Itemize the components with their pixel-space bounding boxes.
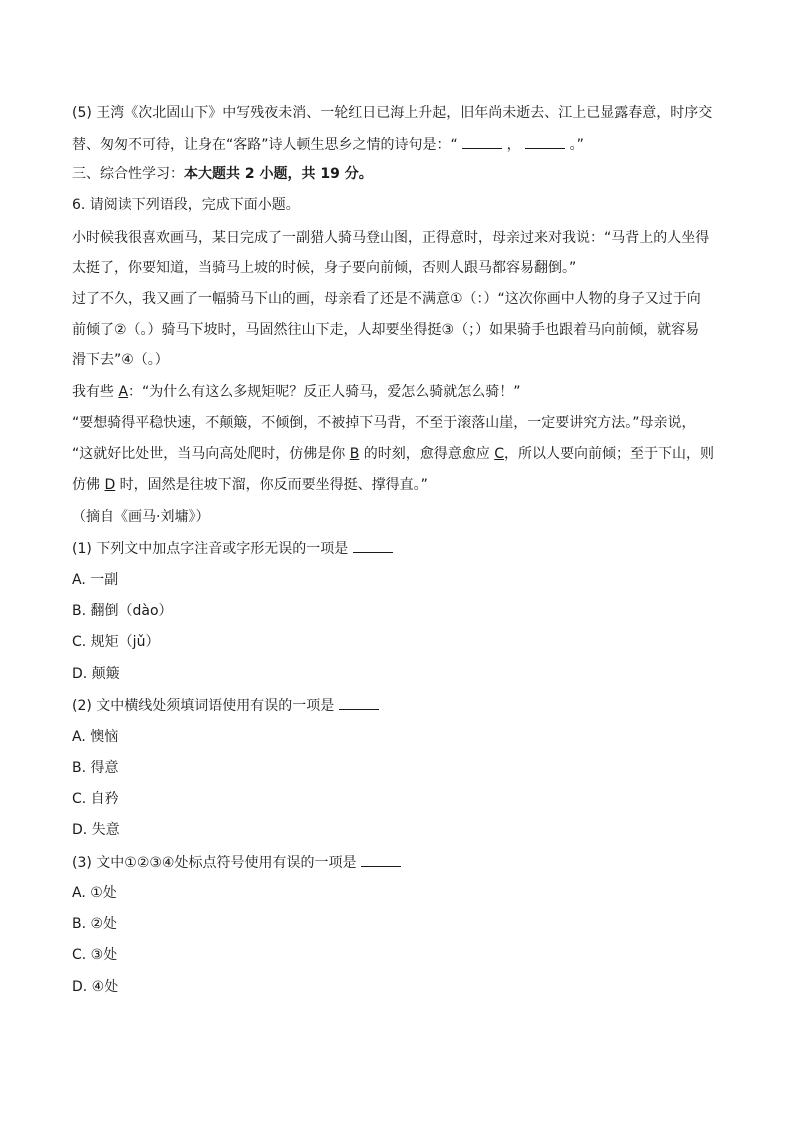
q6-source: （摘自《画马·刘墉》） [72, 509, 210, 525]
q6-para3-pre: 我有些 [72, 384, 119, 400]
sub1-answer-blank [353, 538, 393, 553]
q5-line1: (5) 王湾《次北固山下》中写残夜未消、一轮红日已海上升起，旧年尚未逝去、江上已显露春意，时序交 [72, 105, 713, 121]
q6-para1-line1: 小时候我很喜欢画马，某日完成了一副猎人骑马登山图，正得意时，母亲过来对我说：“马背上的人坐得 [72, 230, 710, 246]
sub1-question-text: (1) 下列文中加点字注音或字形无误的一项是 [72, 541, 353, 557]
q5-line2-text: 替、匆匆不可待，让身在“客路”诗人顿生思乡之情的诗句是：“ [72, 137, 463, 153]
section3-title: 三、综合性学习： [72, 166, 184, 182]
sub1-option-c: C. 规矩（jǔ） [72, 634, 160, 650]
answer-blank-2 [525, 134, 565, 149]
q6-para4-line3-post: 时，固然是往坡下溜，你反而要坐得挺、撑得直。” [115, 477, 428, 493]
q6-para2-line1: 过了不久，我又画了一幅骑马下山的画，母亲看了还是不满意①（：）“这次你画中人物的身子又过于向 [72, 291, 701, 307]
blank-label-b: B [349, 446, 360, 462]
sub3-option-a: A. ①处 [72, 885, 117, 901]
q6-para4-line3-pre: 仿佛 [72, 477, 105, 493]
sub3-option-c: C. ③处 [72, 947, 118, 963]
q6-para2-line3: 滑下去”④（。） [72, 352, 169, 368]
sub2-question-text: (2) 文中横线处须填词语使用有误的一项是 [72, 698, 339, 714]
q6-para2-line2: 前倾了②（。）骑马下坡时，马固然往山下走，人却要坐得挺③（；）如果骑手也跟着马向前倾，就容易 [72, 322, 700, 338]
q6-para4-line2-post: ，所以人要向前倾；至于下山，则 [504, 446, 714, 462]
sub2-question [72, 695, 379, 716]
q6-para3 [72, 382, 521, 402]
q5-line2-sep: ， [502, 137, 526, 153]
blank-label-d: D [104, 477, 116, 493]
sub3-option-d: D. ④处 [72, 979, 119, 995]
q6-prompt: 6. 请阅读下列语段，完成下面小题。 [72, 197, 300, 213]
q6-para4-line2-mid: 的时刻，愈得意愈应 [359, 446, 495, 462]
q6-para4-line3 [72, 475, 428, 495]
sub2-option-b: B. 得意 [72, 760, 119, 776]
sub3-question [72, 852, 401, 873]
section3-heading [72, 164, 373, 184]
sub3-option-b: B. ②处 [72, 916, 118, 932]
q6-para4-line1: “要想骑得平稳快速，不颠簸，不倾倒，不被掉下马背，不至于滚落山崖，一定要讲究方法。”母亲说， [72, 415, 696, 431]
q6-para3-post: ：“为什么有这么多规矩呢？反正人骑马，爱怎么骑就怎么骑！” [128, 384, 521, 400]
sub1-option-a: A. 一副 [72, 572, 119, 588]
sub2-answer-blank [339, 695, 379, 710]
sub3-question-text: (3) 文中①②③④处标点符号使用有误的一项是 [72, 855, 361, 871]
sub2-option-d: D. 失意 [72, 822, 120, 838]
q5-line2 [72, 134, 584, 155]
section3-score: 本大题共 2 小题，共 19 分。 [184, 166, 373, 182]
q6-para4-line2-pre: “这就好比处世，当马向高处爬时，仿佛是你 [72, 446, 350, 462]
q5-line2-end: 。” [565, 137, 584, 153]
sub1-option-d: D. 颠簸 [72, 666, 120, 682]
answer-blank-1 [462, 134, 502, 149]
sub2-option-c: C. 自矜 [72, 791, 119, 807]
q6-para4-line2 [72, 444, 714, 464]
blank-label-a: A [118, 384, 129, 400]
sub1-option-b: B. 翻倒（dào） [72, 603, 173, 619]
sub2-option-a: A. 懊恼 [72, 729, 119, 745]
blank-label-c: C [494, 446, 504, 462]
sub1-question [72, 538, 393, 559]
sub3-answer-blank [361, 852, 401, 867]
q6-para1-line2: 太挺了，你要知道，当骑马上坡的时候，身子要向前倾，否则人跟马都容易翻倒。” [72, 260, 577, 276]
